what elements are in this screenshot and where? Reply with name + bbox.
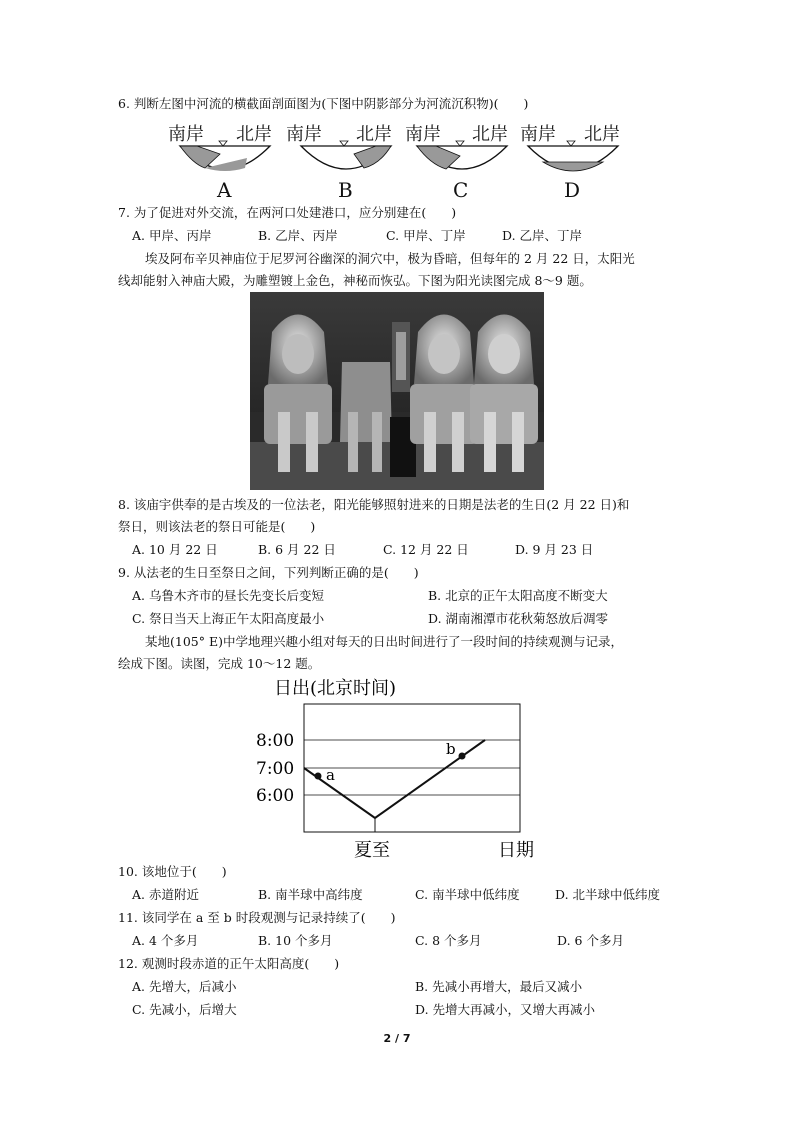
q8-option-c: C. 12 月 22 日 <box>383 542 469 557</box>
q6-stem: 6. 判断左图中河流的横截面剖面图为(下图中阴影部分为河流沉积物)( ) <box>118 96 529 111</box>
q9-stem: 9. 从法老的生日至祭日之间，下列判断正确的是( ) <box>118 565 419 580</box>
q12-option-b: B. 先减小再增大，最后又减小 <box>415 979 583 994</box>
q10-option-d: D. 北半球中低纬度 <box>555 887 661 902</box>
q9-option-b: B. 北京的正午太阳高度不断变大 <box>428 588 608 603</box>
q12-stem: 12. 观测时段赤道的正午太阳高度( ) <box>118 956 340 971</box>
diagram-d-profile <box>523 140 623 176</box>
x-tick-label-summer-solstice: 夏至 <box>354 840 390 861</box>
q9-option-a: A. 乌鲁木齐市的昼长先变长后变短 <box>132 588 324 603</box>
q7-option-a: A. 甲岸、丙岸 <box>132 228 212 243</box>
passage2-line2: 绘成下图。读图，完成 10～12 题。 <box>118 656 321 671</box>
sunrise-chart <box>240 672 560 862</box>
diagram-c-left-bank: 南岸 <box>405 124 441 145</box>
q11-option-c: C. 8 个多月 <box>415 933 482 948</box>
point-a <box>315 773 322 780</box>
passage1-line1: 埃及阿布辛贝神庙位于尼罗河谷幽深的洞穴中，极为昏暗，但每年的 2 月 22 日，太阳光 <box>145 251 635 266</box>
q11-option-b: B. 10 个多月 <box>258 933 333 948</box>
diagram-b-letter: B <box>338 178 353 202</box>
y-tick-6: 6:00 <box>256 786 295 806</box>
diagram-a-profile <box>175 140 275 176</box>
q12-option-c: C. 先减小，后增大 <box>132 1002 237 1017</box>
diagram-a-right-bank: 北岸 <box>236 124 272 145</box>
q8-option-d: D. 9 月 23 日 <box>515 542 594 557</box>
q7-option-d: D. 乙岸、丁岸 <box>502 228 583 243</box>
q12-option-a: A. 先增大，后减小 <box>132 979 237 994</box>
diagram-b-left-bank: 南岸 <box>286 124 322 145</box>
q11-option-d: D. 6 个多月 <box>557 933 624 948</box>
diagram-a-letter: A <box>217 178 232 202</box>
passage2-line1: 某地(105° E)中学地理兴趣小组对每天的日出时间进行了一段时间的持续观测与记录， <box>145 634 623 649</box>
diagram-b-right-bank: 北岸 <box>356 124 392 145</box>
diagram-a-left-bank: 南岸 <box>168 124 204 145</box>
q9-option-c: C. 祭日当天上海正午太阳高度最小 <box>132 611 325 626</box>
q7-option-b: B. 乙岸、丙岸 <box>258 228 338 243</box>
diagram-c-right-bank: 北岸 <box>472 124 508 145</box>
passage1-line2: 线却能射入神庙大殿，为雕塑镀上金色，神秘而恢弘。下图为阳光读图完成 8～9 题。 <box>118 273 592 288</box>
x-axis-label: 日期 <box>498 840 534 861</box>
q8-line1: 8. 该庙宇供奉的是古埃及的一位法老，阳光能够照射进来的日期是法老的生日(2 月 22 日)和 <box>118 497 630 512</box>
q9-option-d: D. 湖南湘潭市花秋菊怒放后凋零 <box>428 611 609 626</box>
q7-stem: 7. 为了促进对外交流，在两河口处建港口，应分别建在( ) <box>118 205 457 220</box>
chart-title: 日出(北京时间) <box>274 678 397 699</box>
y-tick-7: 7:00 <box>256 759 295 779</box>
q7-option-c: C. 甲岸、丁岸 <box>386 228 466 243</box>
q11-option-a: A. 4 个多月 <box>132 933 199 948</box>
q10-option-b: B. 南半球中高纬度 <box>258 887 363 902</box>
diagram-d-right-bank: 北岸 <box>584 124 620 145</box>
q8-option-a: A. 10 月 22 日 <box>132 542 218 557</box>
q12-option-d: D. 先增大再减小，又增大再减小 <box>415 1002 596 1017</box>
diagram-d-letter: D <box>564 178 581 202</box>
q10-option-c: C. 南半球中低纬度 <box>415 887 520 902</box>
point-b <box>459 753 466 760</box>
diagram-c-profile <box>412 140 512 176</box>
q8-option-b: B. 6 月 22 日 <box>258 542 336 557</box>
y-tick-8: 8:00 <box>256 731 295 751</box>
diagram-c-letter: C <box>453 178 469 202</box>
q11-stem: 11. 该同学在 a 至 b 时段观测与记录持续了( ) <box>118 910 396 925</box>
q10-stem: 10. 该地位于( ) <box>118 864 227 879</box>
point-a-label: a <box>326 766 335 784</box>
q10-option-a: A. 赤道附近 <box>132 887 199 902</box>
diagram-b-profile <box>296 140 396 176</box>
page-number: 2 / 7 <box>383 1032 411 1045</box>
point-b-label: b <box>446 740 456 758</box>
temple-photo <box>250 292 544 490</box>
q8-line2: 祭日，则该法老的祭日可能是( ) <box>118 519 316 534</box>
diagram-d-left-bank: 南岸 <box>520 124 556 145</box>
